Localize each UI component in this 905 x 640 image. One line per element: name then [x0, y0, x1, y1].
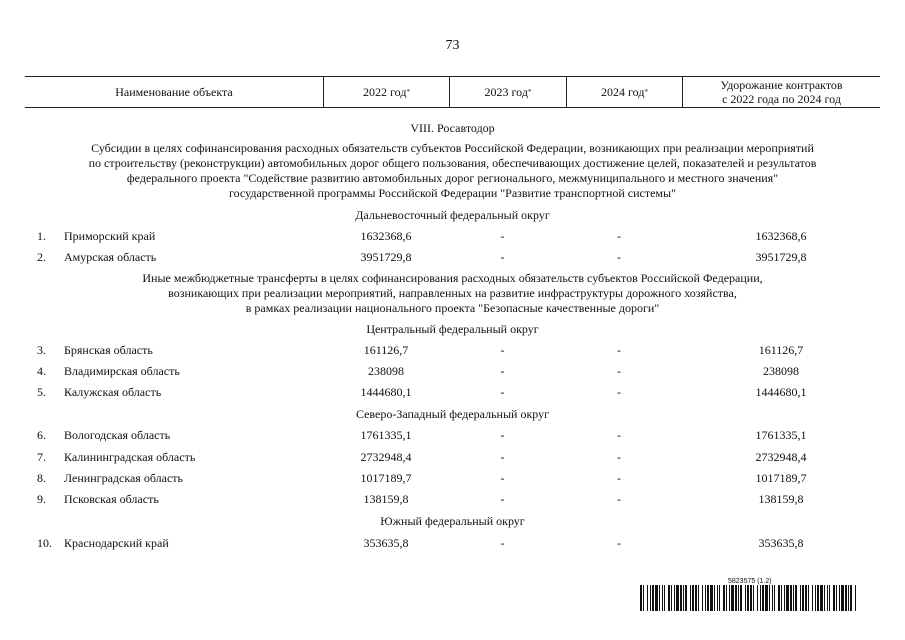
row-number: 8.	[37, 471, 46, 485]
row-value-2022: 138159,8	[363, 492, 409, 506]
table-row	[0, 249, 905, 265]
row-value-2022: 1632368,6	[360, 229, 412, 243]
row-value-2023: -	[500, 343, 505, 357]
row-object-name: Приморский край	[64, 229, 156, 243]
row-value-2022: 1761335,1	[360, 428, 412, 442]
table-row	[0, 535, 905, 551]
table-header	[25, 76, 880, 108]
row-value-increase: 1761335,1	[755, 428, 807, 442]
row-value-increase: 161126,7	[758, 343, 804, 357]
row-value-2024: -	[617, 250, 621, 264]
header-year-2023-label: 2023 год	[484, 85, 528, 99]
row-number: 1.	[37, 229, 46, 243]
table-row	[0, 363, 905, 379]
header-year-2022-label: 2022 год	[363, 85, 407, 99]
subsidy-line: Субсидии в целях софинансирования расходных обязательств субъектов Российской Федерации, возникающих при реализации мероприятий	[91, 141, 814, 155]
header-contract-increase	[682, 77, 880, 107]
row-value-2023: -	[500, 536, 505, 550]
transfer-line: Иные межбюджетные трансферты в целях софинансирования расходных обязательств субъектов Российской Федерации,	[142, 271, 763, 285]
header-object-name: Наименование объекта	[115, 85, 233, 99]
row-value-increase: 1017189,7	[755, 471, 807, 485]
district-heading-south: Южный федеральный округ	[380, 514, 525, 528]
row-object-name: Вологодская область	[64, 428, 171, 442]
row-value-2024: -	[617, 229, 621, 243]
barcode-label: 5823575 (1.2)	[728, 578, 772, 585]
row-value-increase: 3951729,8	[755, 250, 807, 264]
row-value-2024: -	[617, 428, 621, 442]
row-value-2023: -	[500, 428, 505, 442]
row-value-2022: 1444680,1	[360, 385, 412, 399]
row-value-increase: 1632368,6	[755, 229, 807, 243]
header-increase-line1: Удорожание контрактов	[720, 78, 843, 92]
row-object-name: Калужская область	[64, 385, 162, 399]
table-row	[0, 491, 905, 507]
header-year-2024-label: 2024 год	[601, 85, 645, 99]
row-value-increase: 1444680,1	[755, 385, 807, 399]
district-heading-central: Центральный федеральный округ	[366, 322, 539, 336]
row-number: 4.	[37, 364, 46, 378]
row-value-2024: -	[617, 364, 621, 378]
page-number: 73	[445, 38, 460, 53]
table-row	[0, 427, 905, 443]
header-year-2024: 2024 год *	[566, 77, 682, 107]
row-object-name: Краснодарский край	[64, 536, 169, 550]
row-object-name: Ленинградская область	[64, 471, 183, 485]
row-object-name: Псковская область	[64, 492, 159, 506]
row-value-2023: -	[500, 364, 505, 378]
row-value-2024: -	[617, 536, 621, 550]
row-value-increase: 2732948,4	[755, 450, 807, 464]
row-value-increase: 138159,8	[758, 492, 804, 506]
subsidy-paragraph	[25, 141, 880, 201]
row-value-2023: -	[500, 492, 505, 506]
row-number: 7.	[37, 450, 46, 464]
row-value-2022: 2732948,4	[360, 450, 412, 464]
row-value-2023: -	[500, 450, 505, 464]
row-object-name: Владимирская область	[64, 364, 180, 378]
row-value-2024: -	[617, 385, 621, 399]
table-row	[0, 228, 905, 244]
row-value-2023: -	[500, 471, 505, 485]
row-value-2024: -	[617, 343, 621, 357]
row-value-2022: 1017189,7	[360, 471, 412, 485]
transfer-line: в рамках реализации национального проекта "Безопасные качественные дороги"	[245, 301, 660, 315]
row-value-2024: -	[617, 492, 621, 506]
subsidy-line: по строительству (реконструкции) автомобильных дорог общего пользования, обеспечивающих достижение целей, показателей и результатов	[88, 156, 817, 170]
header-year-2023: 2023 год *	[449, 77, 566, 107]
table-row	[0, 470, 905, 486]
row-value-2023: -	[500, 250, 505, 264]
subsidy-line: федерального проекта "Содействие развитию автомобильных дорог регионального, межмуниципального и местного значения"	[126, 171, 779, 185]
row-number: 5.	[37, 385, 46, 399]
header-year-2022: 2022 год *	[323, 77, 449, 107]
row-number: 10.	[37, 536, 52, 550]
district-heading-north-west: Северо-Западный федеральный округ	[355, 407, 550, 421]
barcode-image	[640, 585, 858, 611]
subsidy-line: государственной программы Российской Федерации "Развитие транспортной системы"	[229, 186, 676, 200]
row-value-2022: 3951729,8	[360, 250, 412, 264]
row-number: 9.	[37, 492, 46, 506]
district-heading-far-east: Дальневосточный федеральный округ	[355, 208, 550, 222]
row-object-name: Калининградская область	[64, 450, 196, 464]
transfer-line: возникающих при реализации мероприятий, направленных на развитие инфраструктуры дорожного хозяйства,	[168, 286, 737, 300]
table-row	[0, 384, 905, 400]
row-number: 6.	[37, 428, 46, 442]
table-row	[0, 342, 905, 358]
row-value-2023: -	[500, 385, 505, 399]
section-title: VIII. Росавтодор	[410, 121, 495, 135]
row-object-name: Амурская область	[64, 250, 157, 264]
header-increase-line2: с 2022 года по 2024 год	[722, 92, 841, 106]
row-value-2024: -	[617, 450, 621, 464]
row-number: 2.	[37, 250, 46, 264]
row-value-2022: 353635,8	[363, 536, 409, 550]
table-row	[0, 449, 905, 465]
row-value-increase: 353635,8	[758, 536, 804, 550]
row-object-name: Брянская область	[64, 343, 153, 357]
row-number: 3.	[37, 343, 46, 357]
row-value-2024: -	[617, 471, 621, 485]
row-value-increase: 238098	[763, 364, 799, 378]
row-value-2023: -	[500, 229, 505, 243]
transfer-paragraph	[25, 271, 880, 316]
row-value-2022: 238098	[368, 364, 404, 378]
row-value-2022: 161126,7	[363, 343, 409, 357]
